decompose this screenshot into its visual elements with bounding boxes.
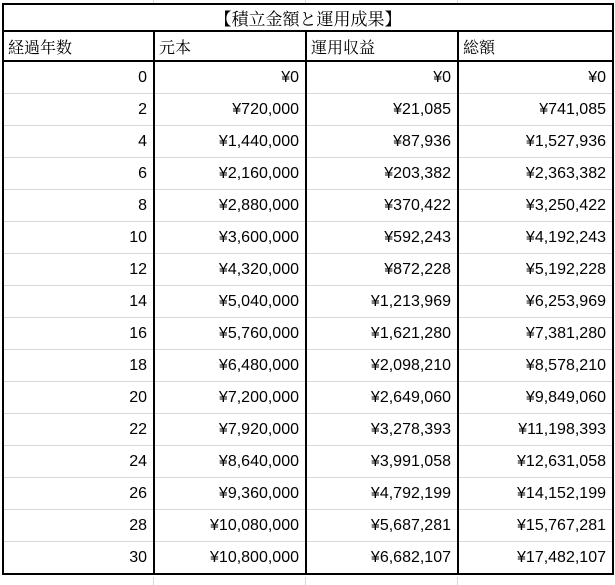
gridline-stub — [305, 577, 306, 585]
table-row — [3, 510, 613, 542]
table-row — [3, 478, 613, 510]
cell-years[interactable]: 22 — [3, 414, 154, 446]
table-row — [3, 158, 613, 190]
cell-total[interactable]: ¥17,482,107 — [458, 542, 613, 575]
cell-principal[interactable]: ¥5,040,000 — [154, 286, 306, 318]
column-header-principal[interactable]: 元本 — [154, 31, 306, 61]
cell-principal[interactable]: ¥720,000 — [154, 94, 306, 126]
table-row — [3, 382, 613, 414]
cell-total[interactable]: ¥12,631,058 — [458, 446, 613, 478]
cell-total[interactable]: ¥2,363,382 — [458, 158, 613, 190]
cell-principal[interactable]: ¥4,320,000 — [154, 254, 306, 286]
cell-principal[interactable]: ¥8,640,000 — [154, 446, 306, 478]
cell-years[interactable]: 20 — [3, 382, 154, 414]
cell-years[interactable]: 14 — [3, 286, 154, 318]
cell-principal[interactable]: ¥7,920,000 — [154, 414, 306, 446]
cell-income[interactable]: ¥21,085 — [306, 94, 458, 126]
cell-total[interactable]: ¥741,085 — [458, 94, 613, 126]
cell-principal[interactable]: ¥6,480,000 — [154, 350, 306, 382]
table-row — [3, 318, 613, 350]
table-row — [3, 61, 613, 94]
cell-total[interactable]: ¥11,198,393 — [458, 414, 613, 446]
cell-income[interactable]: ¥203,382 — [306, 158, 458, 190]
cell-total[interactable]: ¥14,152,199 — [458, 478, 613, 510]
table-row — [3, 190, 613, 222]
cell-total[interactable]: ¥5,192,228 — [458, 254, 613, 286]
cell-principal[interactable]: ¥7,200,000 — [154, 382, 306, 414]
cell-income[interactable]: ¥592,243 — [306, 222, 458, 254]
cell-principal[interactable]: ¥5,760,000 — [154, 318, 306, 350]
cell-principal[interactable]: ¥0 — [154, 61, 306, 94]
cell-income[interactable]: ¥4,792,199 — [306, 478, 458, 510]
table-row — [3, 94, 613, 126]
cell-total[interactable]: ¥4,192,243 — [458, 222, 613, 254]
column-header-years[interactable]: 経過年数 — [3, 31, 154, 61]
table-title-row — [3, 4, 613, 31]
table-row — [3, 286, 613, 318]
column-header-total[interactable]: 総額 — [458, 31, 613, 61]
cell-total[interactable]: ¥9,849,060 — [458, 382, 613, 414]
cell-principal[interactable]: ¥1,440,000 — [154, 126, 306, 158]
table-body — [3, 61, 613, 574]
table-row — [3, 350, 613, 382]
savings-results-table — [2, 3, 614, 575]
cell-years[interactable]: 28 — [3, 510, 154, 542]
cell-income[interactable]: ¥2,649,060 — [306, 382, 458, 414]
cell-years[interactable]: 30 — [3, 542, 154, 575]
cell-income[interactable]: ¥87,936 — [306, 126, 458, 158]
gridline-stub — [457, 577, 458, 585]
cell-income[interactable]: ¥5,687,281 — [306, 510, 458, 542]
cell-years[interactable]: 6 — [3, 158, 154, 190]
cell-total[interactable]: ¥0 — [458, 61, 613, 94]
table-row — [3, 254, 613, 286]
cell-years[interactable]: 24 — [3, 446, 154, 478]
cell-income[interactable]: ¥872,228 — [306, 254, 458, 286]
gridline-stub — [153, 577, 154, 585]
cell-principal[interactable]: ¥2,880,000 — [154, 190, 306, 222]
cell-years[interactable]: 26 — [3, 478, 154, 510]
cell-income[interactable]: ¥3,278,393 — [306, 414, 458, 446]
column-header-income[interactable]: 運用収益 — [306, 31, 458, 61]
cell-years[interactable]: 0 — [138, 68, 147, 86]
cell-total[interactable]: ¥6,253,969 — [458, 286, 613, 318]
cell-income[interactable]: ¥0 — [306, 61, 458, 94]
cell-years[interactable]: 2 — [3, 94, 154, 126]
cell-principal[interactable]: ¥2,160,000 — [154, 158, 306, 190]
cell-income[interactable]: ¥2,098,210 — [306, 350, 458, 382]
cell-years[interactable]: 12 — [3, 254, 154, 286]
table-row — [3, 542, 613, 575]
cell-income[interactable]: ¥6,682,107 — [306, 542, 458, 575]
cell-income[interactable]: ¥1,621,280 — [306, 318, 458, 350]
table-header-row — [3, 31, 613, 61]
cell-principal[interactable]: ¥9,360,000 — [154, 478, 306, 510]
table-row — [3, 446, 613, 478]
cell-principal[interactable]: ¥10,080,000 — [154, 510, 306, 542]
cell-principal[interactable]: ¥10,800,000 — [154, 542, 306, 575]
cell-total[interactable]: ¥8,578,210 — [458, 350, 613, 382]
cell-years[interactable]: 10 — [3, 222, 154, 254]
cell-years[interactable]: 16 — [3, 318, 154, 350]
cell-total[interactable]: ¥1,527,936 — [458, 126, 613, 158]
table-row — [3, 126, 613, 158]
cell-principal[interactable]: ¥3,600,000 — [154, 222, 306, 254]
cell-years[interactable]: 4 — [3, 126, 154, 158]
cell-years[interactable]: 18 — [3, 350, 154, 382]
table-row — [3, 414, 613, 446]
table-row — [3, 222, 613, 254]
cell-total[interactable]: ¥15,767,281 — [458, 510, 613, 542]
cell-years[interactable]: 8 — [3, 190, 154, 222]
cell-total[interactable]: ¥3,250,422 — [458, 190, 613, 222]
cell-income[interactable]: ¥370,422 — [306, 190, 458, 222]
cell-income[interactable]: ¥1,213,969 — [306, 286, 458, 318]
table-title: 【積立金額と運用成果】 — [3, 4, 613, 31]
cell-income[interactable]: ¥3,991,058 — [306, 446, 458, 478]
cell-total[interactable]: ¥7,381,280 — [458, 318, 613, 350]
